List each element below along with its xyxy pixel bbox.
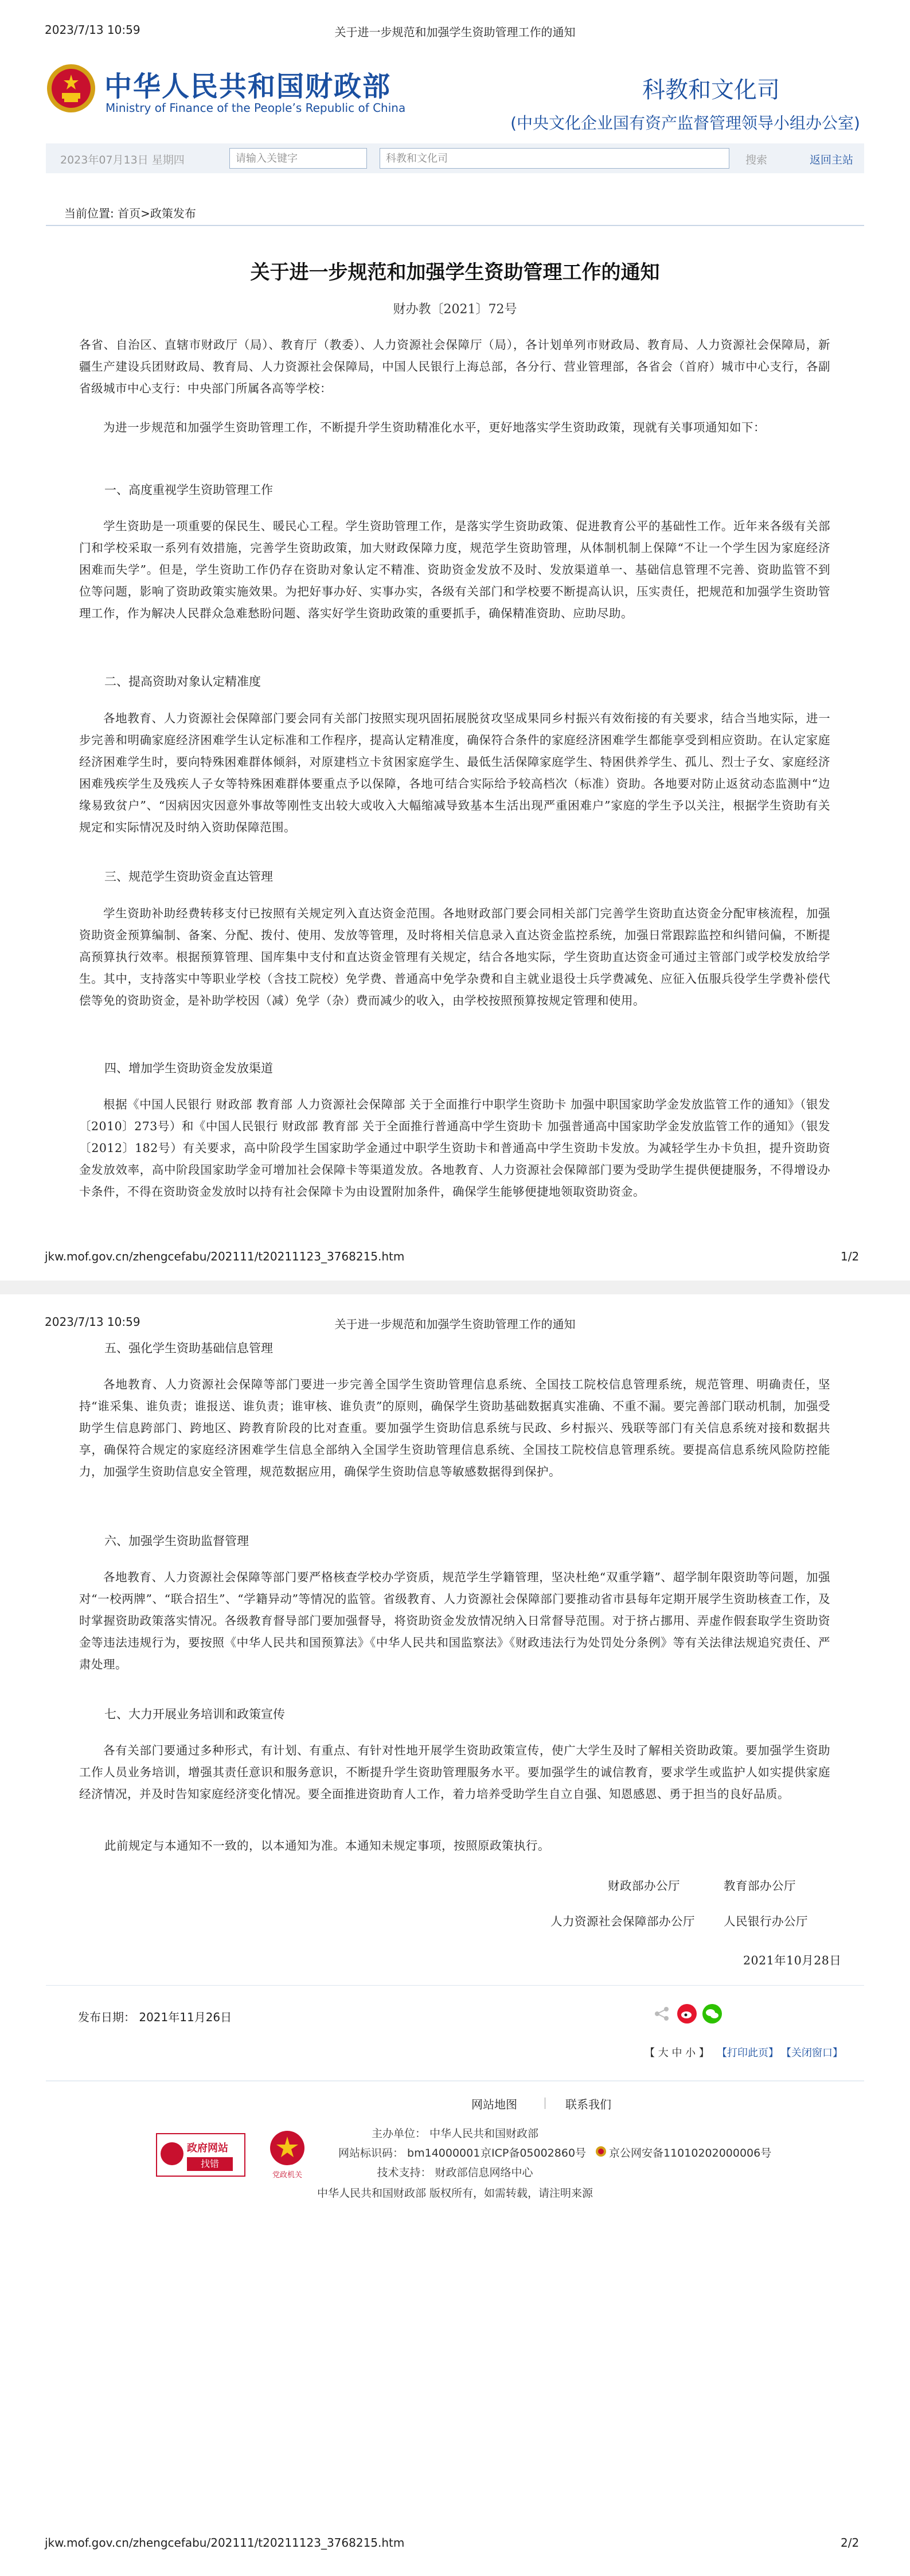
print-page-number: 2/2 — [841, 2536, 860, 2550]
search-button[interactable]: 搜索 — [745, 154, 768, 166]
section-4-title: 四、增加学生资助资金发放渠道 — [104, 1061, 273, 1075]
footer-copyright: 中华人民共和国财政部 版权所有，如需转载，请注明来源 — [317, 2187, 593, 2200]
national-emblem-icon — [46, 63, 96, 114]
site-name-cn: 中华人民共和国财政部 — [104, 71, 392, 103]
footer-site-id: 网站标识码： bm14000001 — [338, 2147, 481, 2159]
close-window-link[interactable]: 【关闭窗口】 — [781, 2047, 843, 2059]
police-badge-icon — [595, 2146, 607, 2157]
signer-pbc: 人民银行办公厅 — [724, 1915, 808, 1928]
site-name-en: Ministry of Finance of the People’s Republic of China — [106, 101, 406, 115]
footer-divider — [46, 2080, 864, 2081]
signing-date: 2021年10月28日 — [743, 1954, 842, 1967]
footer-link-contact[interactable]: 联系我们 — [565, 2098, 611, 2111]
scope-select[interactable]: 科教和文化司 — [380, 148, 729, 169]
wechat-icon[interactable] — [702, 2003, 722, 2024]
signer-hr: 人力资源社会保障部办公厅 — [550, 1915, 695, 1928]
badge-emblem-icon — [161, 2142, 183, 2165]
footer-link-sitemap[interactable]: 网站地图 — [471, 2098, 517, 2111]
badge-title: 政府网站 — [187, 2142, 228, 2154]
print-datetime: 2023/7/13 10:59 — [45, 23, 140, 37]
keyword-input[interactable]: 请输入关键字 — [229, 148, 367, 169]
print-title: 关于进一步规范和加强学生资助管理工作的通知 — [334, 1317, 576, 1331]
signer-education: 教育部办公厅 — [724, 1879, 796, 1893]
section-3-title: 三、规范学生资助资金直达管理 — [104, 870, 273, 884]
divider — [46, 1985, 864, 1986]
signer-finance: 财政部办公厅 — [608, 1879, 680, 1893]
publish-date: 发布日期： 2021年11月26日 — [78, 2010, 232, 2024]
breadcrumb[interactable]: 当前位置: 首页>政策发布 — [64, 207, 196, 220]
section-5-title: 五、强化学生资助基础信息管理 — [104, 1341, 273, 1355]
footer-host: 主办单位： 中华人民共和国财政部 — [371, 2127, 539, 2140]
section-2-title: 二、提高资助对象认定精准度 — [104, 675, 261, 688]
footer-police[interactable]: 京公网安备11010202000006号 — [609, 2147, 772, 2159]
print-url: jkw.mof.gov.cn/zhengcefabu/202111/t20211123_3768215.htm — [45, 2536, 405, 2550]
section-7-body: 各有关部门要通过多种形式，有计划、有重点、有针对性地开展学生资助政策宣传，使广大学生及时了解相关资助政策。要加强学生资助工作人员业务培训，增强其责任意识和服务意识，不断提升学生资助管理服务水平。要加强学生的诚信教育，要求学生或监护人如实提供家庭经济情况，并及时告知家庭经济变化情况。要全面推进资助育人工作，着力培养受助学生自立自强、知恩感恩、勇于担当的良好品质。 — [79, 1744, 830, 1801]
footer-icp[interactable]: 京ICP备05002860号 — [481, 2147, 587, 2159]
party-gov-badge-text: 党政机关 — [272, 2171, 302, 2180]
article-title: 关于进一步规范和加强学生资助管理工作的通知 — [250, 261, 660, 284]
page-break — [0, 1281, 910, 1294]
footer-tech: 技术支持： 财政部信息网络中心 — [377, 2166, 533, 2179]
font-size-controls[interactable]: 【 大 中 小 】 — [645, 2047, 709, 2059]
print-title: 关于进一步规范和加强学生资助管理工作的通知 — [334, 25, 576, 39]
divider — [46, 225, 864, 226]
intro-paragraph: 为进一步规范和加强学生资助管理工作，不断提升学生资助精准化水平，更好地落实学生资助政策，现就有关事项通知如下： — [103, 421, 766, 434]
section-6-body: 各地教育、人力资源社会保障等部门要严格核查学校办学资质，规范学生学籍管理，坚决杜绝“双重学籍”、超学制年限资助等问题，加强对“一校两牌”、“联合招生”、“学籍异动”等情况的监管。省级教育、人力资源社会保障部门要推动省市县每年定期开展学生资助核查工作，及时掌握资助政策落实情况。各级教育督导部门要加强督导，将资助资金发放情况纳入日常督导范围。对于挤占挪用、弄虚作假套取学生资助资金等违法违规行为，要按照《中华人民共和国预算法》《中华人民共和国监察法》《财政违法行为处罚处分条例》等有关法律法规追究责任、严肃处理。 — [79, 1570, 830, 1671]
section-6-title: 六、加强学生资助监督管理 — [104, 1534, 249, 1548]
section-5-body: 各地教育、人力资源社会保障等部门要进一步完善全国学生资助管理信息系统、全国技工院校信息管理系统，规范管理、明确责任，坚持“谁采集、谁负责；谁报送、谁负责；谁审核、谁负责”的原则，确保学生资助基础数据真实准确、不重不漏。要完善部门联动机制，加强受助学生信息跨部门、跨地区、跨教育阶段的比对查重。要加强学生资助信息系统与民政、乡村振兴、残联等部门有关信息系统对接和数据共享，确保符合规定的家庭经济困难学生信息全部纳入全国学生资助管理信息系统、全国技工院校信息管理系统。要提高信息系统风险防控能力，加强学生资助信息安全管理，规范数据应用，确保学生资助信息等敏感数据得到保护。 — [79, 1378, 830, 1478]
weibo-icon[interactable] — [677, 2003, 697, 2024]
document-number: 财办教〔2021〕72号 — [393, 302, 517, 317]
share-icon[interactable] — [653, 2005, 671, 2023]
print-page-link[interactable]: 【打印此页】 — [717, 2047, 779, 2059]
closing-paragraph: 此前规定与本通知不一致的，以本通知为准。本通知未规定事项，按照原政策执行。 — [104, 1839, 550, 1853]
section-1-body: 学生资助是一项重要的保民生、暖民心工程。学生资助管理工作，是落实学生资助政策、促进教育公平的基础性工作。近年来各级有关部门和学校采取一系列有效措施，完善学生资助政策，加大财政保障力度，规范学生资助管理，从体制机制上保障“不让一个学生因为家庭经济困难而失学”。但是，学生资助工作仍存在资助对象认定不精准、资助资金发放不及时、发放渠道单一、基础信息管理不完善、资助监管不到位等问题，影响了资助政策实施效果。为把好事办好、实事办实，各级有关部门和学校要不断提高认识，压实责任，把规范和加强学生资助管理工作，作为解决人民群众急难愁盼问题、落实好学生资助政策的重要抓手，确保精准资助、应助尽助。 — [79, 519, 830, 620]
section-4-body: 根据《中国人民银行 财政部 教育部 人力资源社会保障部 关于全面推行中职学生资助卡 加强中职国家助学金发放监管工作的通知》（银发〔2010〕273号）和《中国人民银行 财政部 教育部 关于全面推行普通高中学生资助卡 加强普通高中国家助学金发放监管工作的通知》（银发〔2012〕182号）有关要求，高中阶段学生国家助学金通过中职学生资助卡和普通高中学生资助卡发放。为减轻学生办卡负担，提升资助资金发放效率，高中阶段国家助学金可增加社会保障卡等渠道发放。各地教育、人力资源社会保障部门要为受助学生提供便捷服务，不得增设办卡条件，不得在资助资金发放时以持有社会保障卡为由设置附加条件，确保学生能够便捷地领取资助资金。 — [79, 1098, 831, 1198]
section-1-title: 一、高度重视学生资助管理工作 — [104, 483, 273, 497]
dept-subtitle: (中央文化企业国有资产监督管理领导小组办公室) — [510, 114, 860, 133]
print-page-number: 1/2 — [841, 1250, 860, 1263]
current-date: 2023年07月13日 星期四 — [60, 154, 185, 166]
print-datetime: 2023/7/13 10:59 — [45, 1315, 140, 1329]
section-2-body: 各地教育、人力资源社会保障部门要会同有关部门按照实现巩固拓展脱贫攻坚成果同乡村振兴有效衔接的有关要求，结合当地实际，进一步完善和明确家庭经济困难学生认定标准和工作程序，提高认定精准度，确保符合条件的家庭经济困难学生都能享受到相应资助。在认定家庭经济困难学生时，要向特殊困难群体倾斜，对原建档立卡贫困家庭学生、最低生活保障家庭学生、特困供养学生、孤儿、烈士子女、家庭经济困难残疾学生及残疾人子女等特殊困难群体要重点予以保障，各地可结合实际给予较高档次（标准）资助。各地要对防止返贫动态监测中“边缘易致贫户”、“因病因灾因意外事故等刚性支出较大或收入大幅缩减导致基本生活出现严重困难户”家庭的学生予以关注，根据学生资助有关规定和实际情况及时纳入资助保障范围。 — [79, 711, 830, 834]
section-7-title: 七、大力开展业务培训和政策宣传 — [104, 1707, 285, 1721]
home-link[interactable]: 返回主站 — [810, 154, 854, 166]
badge-subtitle: 找错 — [187, 2157, 233, 2171]
section-3-body: 学生资助补助经费转移支付已按照有关规定列入直达资金范围。各地财政部门要会同相关部门完善学生资助直达资金分配审核流程，加强资助资金预算编制、备案、分配、拨付、使用、发放等管理，及时将相关信息录入直达资金监控系统，加强日常跟踪监控和纠错问偏，不断提高预算执行效率。根据预算管理、国库集中支付和直达资金管理有关规定，结合各地实际，学生资助直达资金可通过主管部门或学校发放给学生。其中，支持落实中等职业学校（含技工院校）免学费、普通高中免学杂费和自主就业退役士兵学费减免、应征入伍服兵役学生学费补偿代偿等免的资助资金，是补助学校因（减）免学（杂）费而减少的收入，由学校按照预算按规定管理和使用。 — [79, 906, 830, 1007]
dept-name: 科教和文化司 — [642, 77, 780, 103]
print-url: jkw.mof.gov.cn/zhengcefabu/202111/t20211123_3768215.htm — [45, 1250, 405, 1263]
addressee: 各省、自治区、直辖市财政厅（局）、教育厅（教委）、人力资源社会保障厅（局），各计划单列市财政局、教育局、人力资源社会保障局，新疆生产建设兵团财政局、教育局、人力资源社会保障局，中国人民银行上海总部，各分行、营业管理部，各省会（首府）城市中心支行，各副省级城市中心支行：中央部门所属各高等学校： — [79, 338, 830, 395]
